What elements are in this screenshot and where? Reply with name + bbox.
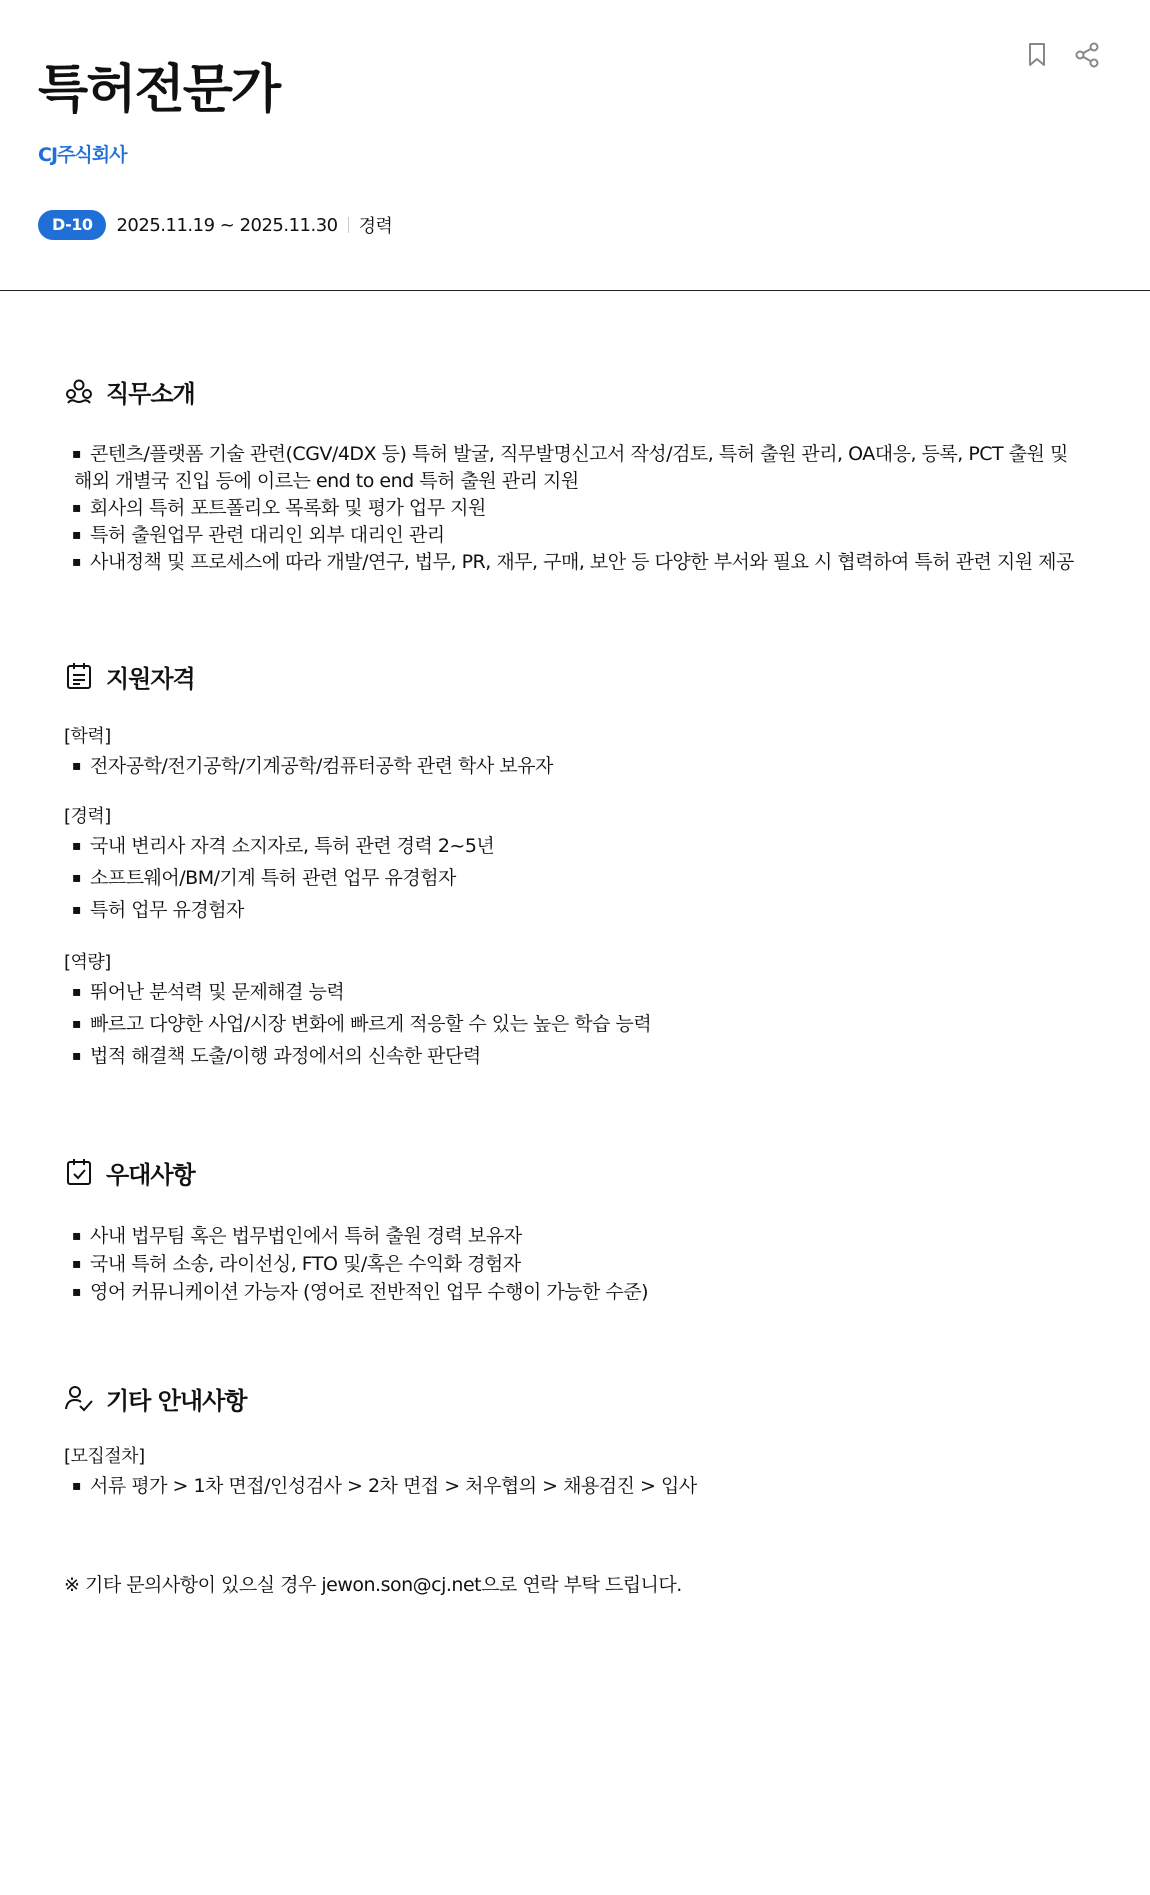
list-item: ▪ 국내 특허 소송, 라이선싱, FTO 및/혹은 수익화 경험자	[64, 1250, 1086, 1278]
divider	[348, 217, 349, 233]
share-icon	[1073, 41, 1101, 69]
list-item: ▪ 특허 출원업무 관련 대리인 외부 대리인 관리	[64, 522, 1086, 549]
list-item: ▪ 소프트웨어/BM/기계 특허 관련 업무 유경험자	[64, 862, 1086, 894]
list-item: ▪ 회사의 특허 포트폴리오 목록화 및 평가 업무 지원	[64, 495, 1086, 522]
job-header	[0, 0, 1150, 291]
education-label: [학력]	[64, 726, 111, 747]
list-item: ▪ 서류 평가 > 1차 면접/인성검사 > 2차 면접 > 처우협의 > 채용검진 > 입사	[64, 1470, 1086, 1502]
section-preferred-title	[64, 1152, 1086, 1192]
section-title: 지원자격	[106, 664, 195, 693]
dday-badge: D-10	[38, 210, 106, 240]
share-button[interactable]	[1070, 38, 1104, 72]
posting-period: 2025.11.19 ~ 2025.11.30	[116, 214, 338, 236]
bookmark-button[interactable]	[1020, 38, 1054, 72]
list-item-continued: 해외 개별국 진입 등에 이르는 end to end 특허 출원 관리 지원	[74, 470, 579, 492]
list-item: ▪ 뛰어난 분석력 및 문제해결 능력	[64, 976, 1086, 1008]
list-item: ▪ 국내 변리사 자격 소지자로, 특허 관련 경력 2~5년	[64, 830, 1086, 862]
bookmark-icon	[1026, 42, 1048, 68]
job-content	[0, 371, 1150, 1597]
experience-label: [경력]	[64, 806, 111, 827]
person-check-icon	[64, 1383, 94, 1413]
page-title: 특허전문가	[38, 60, 280, 120]
section-title: 기타 안내사항	[106, 1386, 247, 1415]
list-item: ▪ 사내 법무팀 혹은 법무법인에서 특허 출원 경력 보유자	[64, 1222, 1086, 1250]
list-item: ▪ 영어 커뮤니케이션 가능자 (영어로 전반적인 업무 수행이 가능한 수준)	[64, 1278, 1086, 1306]
list-item: ▪ 전자공학/전기공학/기계공학/컴퓨터공학 관련 학사 보유자	[64, 750, 1086, 782]
contact-note: ※ 기타 문의사항이 있으실 경우 jewon.son@cj.net으로 연락 부탁 드립니다.	[64, 1574, 682, 1596]
competency-label: [역량]	[64, 952, 111, 973]
section-title: 우대사항	[106, 1160, 195, 1189]
section-qualifications-title	[64, 656, 1086, 696]
career-type: 경력	[358, 216, 393, 237]
company-name[interactable]: CJ주식회사	[38, 144, 127, 166]
list-item: ▪ 사내정책 및 프로세스에 따라 개발/연구, 법무, PR, 재무, 구매, 보안 등 다양한 부서와 필요 시 협력하여 특허 관련 지원 제공	[64, 549, 1086, 576]
process-label: [모집절차]	[64, 1446, 145, 1467]
section-title: 직무소개	[106, 379, 195, 408]
list-item: ▪ 콘텐츠/플랫폼 기술 관련(CGV/4DX 등) 특허 발굴, 직무발명신고서 작성/검토, 특허 출원 관리, OA대응, 등록, PCT 출원 및	[64, 441, 1086, 468]
checklist-icon	[64, 661, 94, 691]
people-icon	[64, 376, 94, 406]
posting-meta	[38, 210, 392, 240]
calendar-check-icon	[64, 1157, 94, 1187]
list-item: ▪ 법적 해결책 도출/이행 과정에서의 신속한 판단력	[64, 1040, 1086, 1072]
list-item: ▪ 특허 업무 유경험자	[64, 894, 1086, 926]
section-job-intro-title	[64, 371, 1086, 411]
list-item: ▪ 빠르고 다양한 사업/시장 변화에 빠르게 적응할 수 있는 높은 학습 능력	[64, 1008, 1086, 1040]
section-other-title	[64, 1378, 1086, 1418]
job-intro-list	[64, 441, 1086, 576]
preferred-list	[64, 1222, 1086, 1306]
